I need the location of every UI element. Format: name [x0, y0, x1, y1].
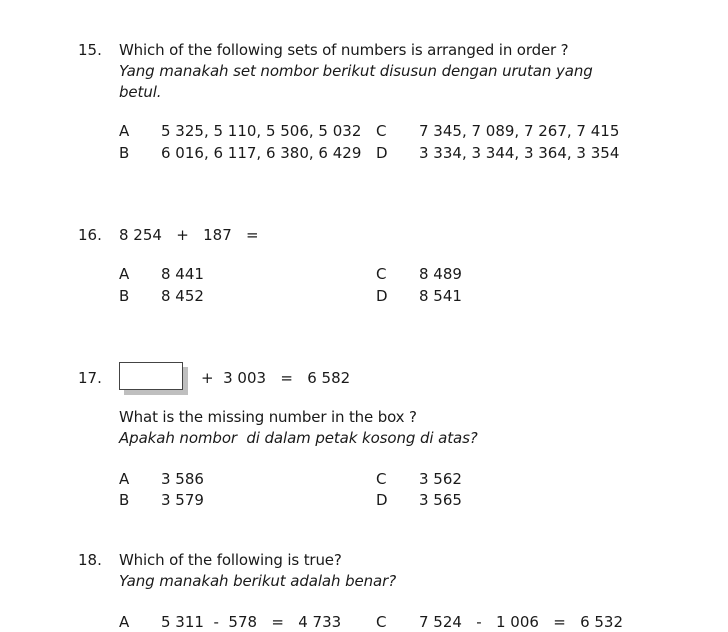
- option-value-c: 3 562: [419, 470, 462, 488]
- option-value-a: 5 311 - 578 = 4 733: [161, 613, 342, 631]
- option-letter-b[interactable]: B: [119, 144, 130, 162]
- question-16-expression: 8 254 + 187 =: [119, 226, 259, 244]
- option-letter-d[interactable]: D: [376, 491, 388, 509]
- option-value-b: 3 579: [161, 491, 204, 509]
- missing-number-box[interactable]: [119, 362, 183, 390]
- question-17-text-en: What is the missing number in the box ?: [119, 408, 417, 426]
- option-value-d: 8 541: [419, 287, 462, 305]
- option-letter-a[interactable]: A: [119, 265, 130, 283]
- option-value-a: 3 586: [161, 470, 204, 488]
- option-value-b: 8 452: [161, 287, 204, 305]
- question-15-text-ms-cont: betul.: [119, 83, 162, 101]
- question-15-text-en: Which of the following sets of numbers is arranged in order ?: [119, 41, 569, 59]
- option-letter-b[interactable]: B: [119, 491, 130, 509]
- option-value-b: 6 016, 6 117, 6 380, 6 429: [161, 144, 362, 162]
- option-letter-c[interactable]: C: [376, 265, 387, 283]
- option-value-a: 5 325, 5 110, 5 506, 5 032: [161, 122, 362, 140]
- option-letter-c[interactable]: C: [376, 470, 387, 488]
- question-18-text-en: Which of the following is true?: [119, 551, 342, 569]
- option-letter-d[interactable]: D: [376, 287, 388, 305]
- question-17-text-ms: Apakah nombor di dalam petak kosong di atas?: [119, 429, 478, 447]
- option-letter-a[interactable]: A: [119, 470, 130, 488]
- option-letter-a[interactable]: A: [119, 122, 130, 140]
- option-value-c: 7 524 - 1 006 = 6 532: [419, 613, 624, 631]
- option-value-d: 3 565: [419, 491, 462, 509]
- question-18-number: 18.: [78, 551, 102, 569]
- question-18-text-ms: Yang manakah berikut adalah benar?: [119, 572, 397, 590]
- option-letter-c[interactable]: C: [376, 122, 387, 140]
- option-letter-c[interactable]: C: [376, 613, 387, 631]
- option-value-c: 7 345, 7 089, 7 267, 7 415: [419, 122, 620, 140]
- option-value-a: 8 441: [161, 265, 204, 283]
- question-15-number: 15.: [78, 41, 102, 59]
- option-letter-a[interactable]: A: [119, 613, 130, 631]
- question-17-expression: + 3 003 = 6 582: [201, 369, 351, 387]
- question-15-text-ms: Yang manakah set nombor berikut disusun dengan urutan yang: [119, 62, 593, 80]
- option-letter-b[interactable]: B: [119, 287, 130, 305]
- question-16-number: 16.: [78, 226, 102, 244]
- option-value-d: 3 334, 3 344, 3 364, 3 354: [419, 144, 620, 162]
- option-letter-d[interactable]: D: [376, 144, 388, 162]
- question-17-number: 17.: [78, 369, 102, 387]
- option-value-c: 8 489: [419, 265, 462, 283]
